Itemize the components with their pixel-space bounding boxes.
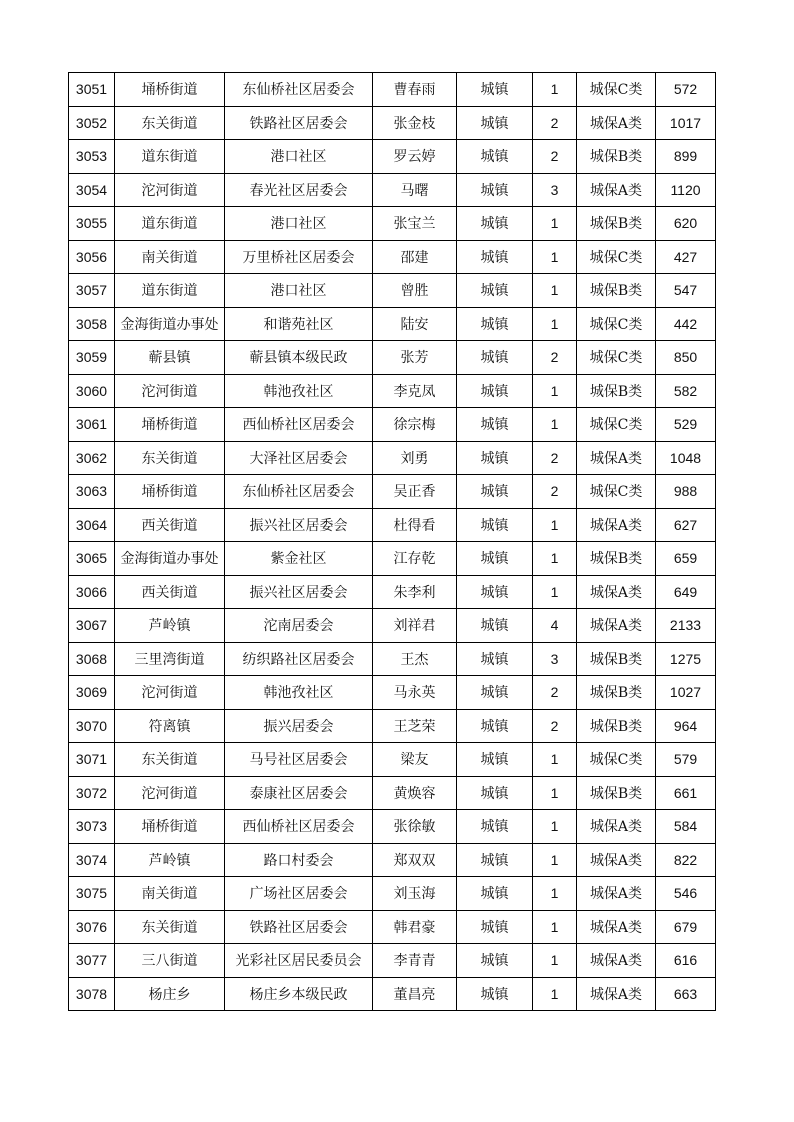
cell-name: 郑双双 bbox=[373, 843, 457, 877]
cell-id: 3076 bbox=[69, 910, 115, 944]
cell-street: 南关街道 bbox=[115, 240, 225, 274]
cell-area: 城镇 bbox=[457, 508, 533, 542]
cell-count: 1 bbox=[533, 274, 577, 308]
cell-area: 城镇 bbox=[457, 843, 533, 877]
cell-count: 3 bbox=[533, 642, 577, 676]
table-row bbox=[69, 642, 716, 676]
cell-name: 刘玉海 bbox=[373, 877, 457, 911]
cell-area: 城镇 bbox=[457, 609, 533, 643]
cell-category: 城保C类 bbox=[577, 240, 656, 274]
cell-community: 马号社区居委会 bbox=[225, 743, 373, 777]
cell-community: 西仙桥社区居委会 bbox=[225, 408, 373, 442]
cell-area: 城镇 bbox=[457, 910, 533, 944]
table-body bbox=[69, 73, 716, 1011]
cell-area: 城镇 bbox=[457, 944, 533, 978]
cell-amount: 1027 bbox=[656, 676, 716, 710]
cell-id: 3055 bbox=[69, 207, 115, 241]
cell-community: 港口社区 bbox=[225, 274, 373, 308]
cell-amount: 988 bbox=[656, 475, 716, 509]
cell-name: 王芝荣 bbox=[373, 709, 457, 743]
cell-street: 蕲县镇 bbox=[115, 341, 225, 375]
cell-category: 城保C类 bbox=[577, 408, 656, 442]
cell-category: 城保A类 bbox=[577, 173, 656, 207]
cell-community: 港口社区 bbox=[225, 207, 373, 241]
table-row bbox=[69, 341, 716, 375]
cell-count: 1 bbox=[533, 977, 577, 1011]
table-row bbox=[69, 173, 716, 207]
cell-community: 杨庄乡本级民政 bbox=[225, 977, 373, 1011]
cell-area: 城镇 bbox=[457, 408, 533, 442]
cell-name: 朱李利 bbox=[373, 575, 457, 609]
cell-id: 3054 bbox=[69, 173, 115, 207]
cell-name: 张金枝 bbox=[373, 106, 457, 140]
cell-area: 城镇 bbox=[457, 542, 533, 576]
table-row bbox=[69, 106, 716, 140]
cell-amount: 627 bbox=[656, 508, 716, 542]
records-table bbox=[68, 72, 716, 1011]
cell-id: 3070 bbox=[69, 709, 115, 743]
cell-area: 城镇 bbox=[457, 140, 533, 174]
table-row bbox=[69, 374, 716, 408]
cell-area: 城镇 bbox=[457, 977, 533, 1011]
cell-community: 振兴居委会 bbox=[225, 709, 373, 743]
cell-area: 城镇 bbox=[457, 743, 533, 777]
cell-category: 城保B类 bbox=[577, 676, 656, 710]
cell-street: 沱河街道 bbox=[115, 676, 225, 710]
cell-street: 芦岭镇 bbox=[115, 609, 225, 643]
cell-count: 2 bbox=[533, 709, 577, 743]
cell-amount: 529 bbox=[656, 408, 716, 442]
cell-id: 3065 bbox=[69, 542, 115, 576]
cell-street: 东关街道 bbox=[115, 910, 225, 944]
cell-count: 1 bbox=[533, 910, 577, 944]
cell-street: 沱河街道 bbox=[115, 173, 225, 207]
cell-community: 沱南居委会 bbox=[225, 609, 373, 643]
cell-count: 1 bbox=[533, 207, 577, 241]
table-row bbox=[69, 207, 716, 241]
cell-category: 城保A类 bbox=[577, 843, 656, 877]
cell-category: 城保A类 bbox=[577, 441, 656, 475]
table-row bbox=[69, 709, 716, 743]
cell-community: 大泽社区居委会 bbox=[225, 441, 373, 475]
cell-street: 三八街道 bbox=[115, 944, 225, 978]
cell-community: 和谐苑社区 bbox=[225, 307, 373, 341]
cell-street: 埇桥街道 bbox=[115, 408, 225, 442]
cell-street: 西关街道 bbox=[115, 508, 225, 542]
cell-id: 3053 bbox=[69, 140, 115, 174]
table-row bbox=[69, 240, 716, 274]
cell-name: 吴正香 bbox=[373, 475, 457, 509]
cell-community: 紫金社区 bbox=[225, 542, 373, 576]
cell-street: 道东街道 bbox=[115, 274, 225, 308]
cell-category: 城保C类 bbox=[577, 475, 656, 509]
cell-name: 刘勇 bbox=[373, 441, 457, 475]
cell-community: 振兴社区居委会 bbox=[225, 575, 373, 609]
cell-id: 3052 bbox=[69, 106, 115, 140]
cell-community: 韩池孜社区 bbox=[225, 374, 373, 408]
cell-amount: 442 bbox=[656, 307, 716, 341]
cell-name: 马曙 bbox=[373, 173, 457, 207]
cell-amount: 572 bbox=[656, 73, 716, 107]
cell-amount: 582 bbox=[656, 374, 716, 408]
cell-amount: 547 bbox=[656, 274, 716, 308]
cell-community: 万里桥社区居委会 bbox=[225, 240, 373, 274]
cell-name: 邵建 bbox=[373, 240, 457, 274]
cell-id: 3074 bbox=[69, 843, 115, 877]
cell-name: 曹春雨 bbox=[373, 73, 457, 107]
cell-street: 西关街道 bbox=[115, 575, 225, 609]
cell-id: 3069 bbox=[69, 676, 115, 710]
cell-street: 芦岭镇 bbox=[115, 843, 225, 877]
cell-street: 东关街道 bbox=[115, 743, 225, 777]
cell-count: 3 bbox=[533, 173, 577, 207]
cell-area: 城镇 bbox=[457, 709, 533, 743]
cell-name: 张宝兰 bbox=[373, 207, 457, 241]
cell-id: 3061 bbox=[69, 408, 115, 442]
cell-street: 埇桥街道 bbox=[115, 73, 225, 107]
cell-name: 王杰 bbox=[373, 642, 457, 676]
table-row bbox=[69, 140, 716, 174]
cell-amount: 1048 bbox=[656, 441, 716, 475]
cell-area: 城镇 bbox=[457, 106, 533, 140]
cell-community: 东仙桥社区居委会 bbox=[225, 475, 373, 509]
table-row bbox=[69, 408, 716, 442]
cell-id: 3078 bbox=[69, 977, 115, 1011]
cell-name: 马永英 bbox=[373, 676, 457, 710]
cell-area: 城镇 bbox=[457, 307, 533, 341]
cell-id: 3066 bbox=[69, 575, 115, 609]
table-row bbox=[69, 944, 716, 978]
cell-count: 2 bbox=[533, 676, 577, 710]
cell-count: 1 bbox=[533, 575, 577, 609]
table-row bbox=[69, 542, 716, 576]
cell-count: 2 bbox=[533, 106, 577, 140]
cell-amount: 1120 bbox=[656, 173, 716, 207]
cell-category: 城保A类 bbox=[577, 977, 656, 1011]
cell-id: 3056 bbox=[69, 240, 115, 274]
cell-community: 振兴社区居委会 bbox=[225, 508, 373, 542]
cell-area: 城镇 bbox=[457, 207, 533, 241]
cell-community: 蕲县镇本级民政 bbox=[225, 341, 373, 375]
cell-area: 城镇 bbox=[457, 274, 533, 308]
cell-area: 城镇 bbox=[457, 173, 533, 207]
cell-amount: 964 bbox=[656, 709, 716, 743]
cell-count: 2 bbox=[533, 341, 577, 375]
cell-name: 李克凤 bbox=[373, 374, 457, 408]
cell-id: 3062 bbox=[69, 441, 115, 475]
cell-category: 城保B类 bbox=[577, 776, 656, 810]
cell-community: 西仙桥社区居委会 bbox=[225, 810, 373, 844]
cell-street: 符离镇 bbox=[115, 709, 225, 743]
cell-id: 3073 bbox=[69, 810, 115, 844]
cell-id: 3075 bbox=[69, 877, 115, 911]
cell-name: 江存乾 bbox=[373, 542, 457, 576]
cell-count: 1 bbox=[533, 944, 577, 978]
cell-area: 城镇 bbox=[457, 240, 533, 274]
cell-count: 1 bbox=[533, 743, 577, 777]
cell-amount: 620 bbox=[656, 207, 716, 241]
table-row bbox=[69, 843, 716, 877]
cell-street: 东关街道 bbox=[115, 106, 225, 140]
cell-amount: 584 bbox=[656, 810, 716, 844]
cell-community: 纺织路社区居委会 bbox=[225, 642, 373, 676]
cell-area: 城镇 bbox=[457, 73, 533, 107]
cell-count: 1 bbox=[533, 307, 577, 341]
cell-category: 城保B类 bbox=[577, 274, 656, 308]
cell-street: 沱河街道 bbox=[115, 776, 225, 810]
cell-name: 董昌亮 bbox=[373, 977, 457, 1011]
cell-category: 城保A类 bbox=[577, 877, 656, 911]
cell-amount: 661 bbox=[656, 776, 716, 810]
cell-amount: 659 bbox=[656, 542, 716, 576]
cell-street: 金海街道办事处 bbox=[115, 542, 225, 576]
cell-amount: 899 bbox=[656, 140, 716, 174]
cell-id: 3064 bbox=[69, 508, 115, 542]
cell-amount: 579 bbox=[656, 743, 716, 777]
table-row bbox=[69, 776, 716, 810]
cell-amount: 663 bbox=[656, 977, 716, 1011]
cell-id: 3077 bbox=[69, 944, 115, 978]
cell-count: 2 bbox=[533, 140, 577, 174]
cell-category: 城保A类 bbox=[577, 106, 656, 140]
table-row bbox=[69, 307, 716, 341]
cell-name: 张芳 bbox=[373, 341, 457, 375]
cell-name: 梁友 bbox=[373, 743, 457, 777]
cell-community: 铁路社区居委会 bbox=[225, 910, 373, 944]
cell-amount: 616 bbox=[656, 944, 716, 978]
cell-category: 城保C类 bbox=[577, 743, 656, 777]
cell-community: 广场社区居委会 bbox=[225, 877, 373, 911]
cell-count: 1 bbox=[533, 408, 577, 442]
cell-category: 城保A类 bbox=[577, 609, 656, 643]
cell-category: 城保B类 bbox=[577, 642, 656, 676]
cell-category: 城保B类 bbox=[577, 207, 656, 241]
cell-amount: 679 bbox=[656, 910, 716, 944]
table-row bbox=[69, 609, 716, 643]
cell-category: 城保A类 bbox=[577, 810, 656, 844]
cell-count: 1 bbox=[533, 374, 577, 408]
cell-street: 金海街道办事处 bbox=[115, 307, 225, 341]
cell-name: 李青青 bbox=[373, 944, 457, 978]
cell-category: 城保B类 bbox=[577, 542, 656, 576]
cell-amount: 427 bbox=[656, 240, 716, 274]
cell-name: 韩君豪 bbox=[373, 910, 457, 944]
table-row bbox=[69, 676, 716, 710]
cell-street: 沱河街道 bbox=[115, 374, 225, 408]
cell-street: 杨庄乡 bbox=[115, 977, 225, 1011]
cell-area: 城镇 bbox=[457, 374, 533, 408]
table-row bbox=[69, 508, 716, 542]
cell-name: 杜得看 bbox=[373, 508, 457, 542]
cell-area: 城镇 bbox=[457, 810, 533, 844]
cell-id: 3051 bbox=[69, 73, 115, 107]
cell-community: 光彩社区居民委员会 bbox=[225, 944, 373, 978]
cell-category: 城保A类 bbox=[577, 575, 656, 609]
cell-id: 3063 bbox=[69, 475, 115, 509]
cell-name: 张徐敏 bbox=[373, 810, 457, 844]
table-row bbox=[69, 575, 716, 609]
cell-street: 南关街道 bbox=[115, 877, 225, 911]
cell-count: 4 bbox=[533, 609, 577, 643]
cell-area: 城镇 bbox=[457, 676, 533, 710]
cell-amount: 850 bbox=[656, 341, 716, 375]
cell-area: 城镇 bbox=[457, 341, 533, 375]
cell-category: 城保B类 bbox=[577, 709, 656, 743]
cell-category: 城保A类 bbox=[577, 508, 656, 542]
cell-count: 1 bbox=[533, 542, 577, 576]
cell-area: 城镇 bbox=[457, 776, 533, 810]
cell-amount: 1275 bbox=[656, 642, 716, 676]
cell-category: 城保A类 bbox=[577, 910, 656, 944]
cell-id: 3067 bbox=[69, 609, 115, 643]
cell-count: 1 bbox=[533, 240, 577, 274]
cell-id: 3071 bbox=[69, 743, 115, 777]
cell-street: 埇桥街道 bbox=[115, 475, 225, 509]
cell-count: 1 bbox=[533, 508, 577, 542]
cell-street: 三里湾街道 bbox=[115, 642, 225, 676]
cell-id: 3068 bbox=[69, 642, 115, 676]
cell-street: 东关街道 bbox=[115, 441, 225, 475]
cell-name: 黄焕容 bbox=[373, 776, 457, 810]
table-row bbox=[69, 910, 716, 944]
table-row bbox=[69, 441, 716, 475]
cell-name: 罗云婷 bbox=[373, 140, 457, 174]
cell-name: 陆安 bbox=[373, 307, 457, 341]
cell-id: 3057 bbox=[69, 274, 115, 308]
cell-count: 2 bbox=[533, 441, 577, 475]
cell-community: 东仙桥社区居委会 bbox=[225, 73, 373, 107]
table-row bbox=[69, 475, 716, 509]
cell-id: 3060 bbox=[69, 374, 115, 408]
cell-area: 城镇 bbox=[457, 441, 533, 475]
cell-area: 城镇 bbox=[457, 642, 533, 676]
cell-count: 1 bbox=[533, 73, 577, 107]
cell-area: 城镇 bbox=[457, 475, 533, 509]
cell-amount: 649 bbox=[656, 575, 716, 609]
cell-community: 港口社区 bbox=[225, 140, 373, 174]
table-row bbox=[69, 274, 716, 308]
cell-count: 2 bbox=[533, 475, 577, 509]
cell-name: 刘祥君 bbox=[373, 609, 457, 643]
cell-id: 3072 bbox=[69, 776, 115, 810]
cell-name: 曾胜 bbox=[373, 274, 457, 308]
cell-count: 1 bbox=[533, 877, 577, 911]
cell-count: 1 bbox=[533, 776, 577, 810]
cell-amount: 2133 bbox=[656, 609, 716, 643]
table-row bbox=[69, 73, 716, 107]
cell-category: 城保B类 bbox=[577, 140, 656, 174]
cell-community: 泰康社区居委会 bbox=[225, 776, 373, 810]
cell-category: 城保C类 bbox=[577, 341, 656, 375]
cell-area: 城镇 bbox=[457, 575, 533, 609]
table-row bbox=[69, 810, 716, 844]
cell-street: 道东街道 bbox=[115, 140, 225, 174]
cell-community: 路口村委会 bbox=[225, 843, 373, 877]
cell-amount: 1017 bbox=[656, 106, 716, 140]
cell-community: 韩池孜社区 bbox=[225, 676, 373, 710]
cell-amount: 822 bbox=[656, 843, 716, 877]
cell-category: 城保C类 bbox=[577, 307, 656, 341]
cell-community: 铁路社区居委会 bbox=[225, 106, 373, 140]
cell-category: 城保A类 bbox=[577, 944, 656, 978]
cell-category: 城保B类 bbox=[577, 374, 656, 408]
table-row bbox=[69, 977, 716, 1011]
cell-count: 1 bbox=[533, 843, 577, 877]
cell-street: 埇桥街道 bbox=[115, 810, 225, 844]
cell-category: 城保C类 bbox=[577, 73, 656, 107]
cell-amount: 546 bbox=[656, 877, 716, 911]
cell-area: 城镇 bbox=[457, 877, 533, 911]
table-row bbox=[69, 743, 716, 777]
cell-id: 3059 bbox=[69, 341, 115, 375]
cell-name: 徐宗梅 bbox=[373, 408, 457, 442]
cell-community: 春光社区居委会 bbox=[225, 173, 373, 207]
cell-street: 道东街道 bbox=[115, 207, 225, 241]
table-row bbox=[69, 877, 716, 911]
cell-id: 3058 bbox=[69, 307, 115, 341]
cell-count: 1 bbox=[533, 810, 577, 844]
